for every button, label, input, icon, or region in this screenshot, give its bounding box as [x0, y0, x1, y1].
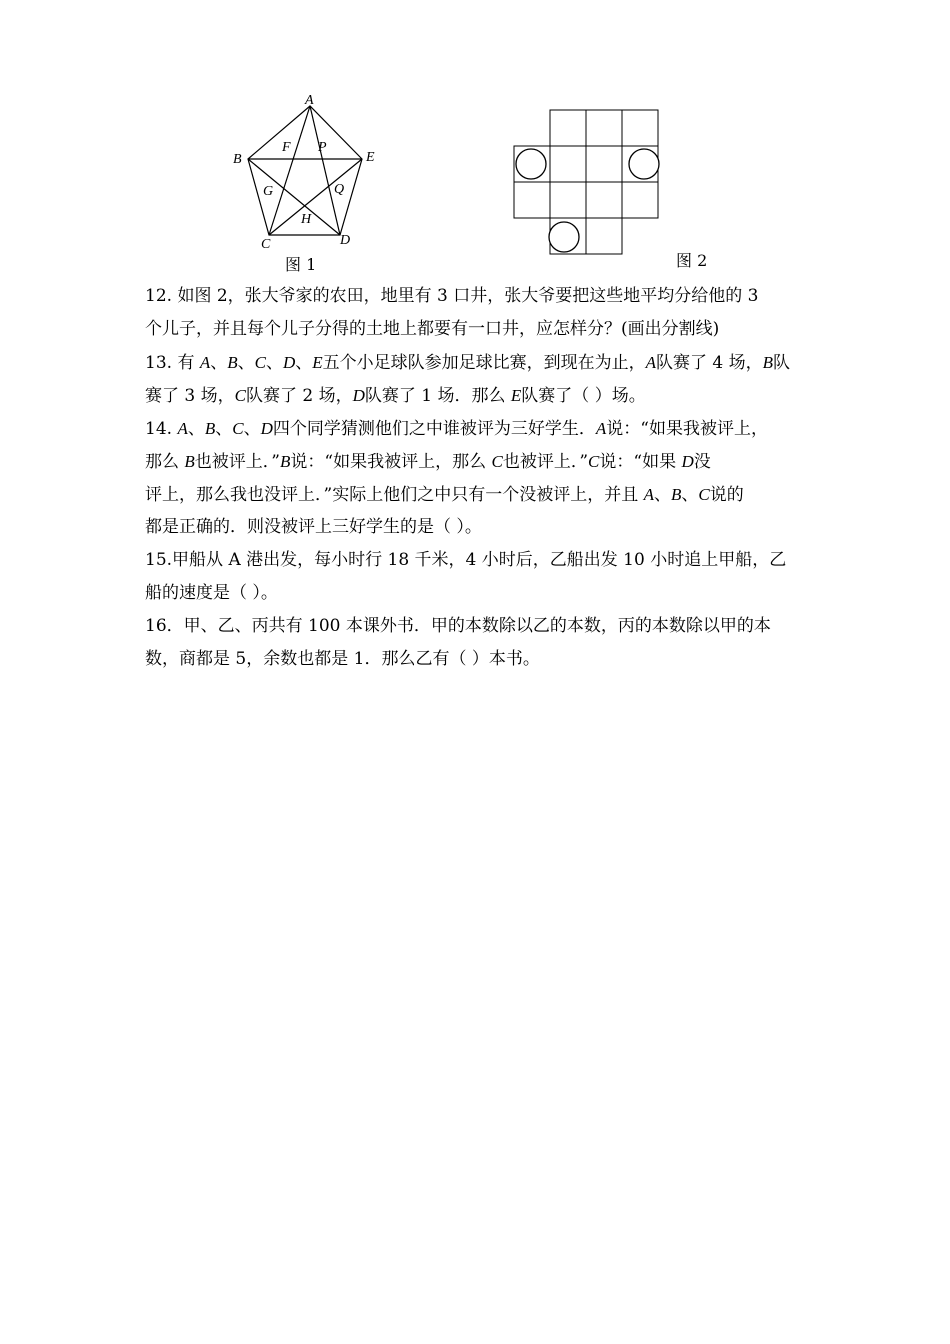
- text-run: 16．甲、乙、丙共有 100 本课外书．甲的本数除以乙的本数，丙的本数除以甲的本: [145, 616, 771, 636]
- text-run: 、: [653, 485, 671, 505]
- text-run: 说：“如果我被评上，: [606, 419, 768, 439]
- variable-letter: C: [588, 452, 600, 471]
- question-q12: [145, 280, 815, 346]
- label-p: P: [318, 140, 327, 155]
- question-line: [145, 280, 815, 313]
- question-q16: [145, 610, 815, 676]
- text-run: 、: [243, 419, 261, 439]
- text-run: 队赛了（ ）场。: [521, 386, 646, 406]
- label-e: E: [366, 150, 375, 165]
- label-b: B: [233, 152, 242, 167]
- variable-letter: B: [184, 452, 195, 471]
- text-run: 五个小足球队参加足球比赛，到现在为止，: [322, 353, 646, 373]
- question-line: [145, 511, 815, 544]
- grid-cell: [550, 182, 586, 218]
- diagonal-ad: [310, 106, 340, 235]
- variable-letter: D: [282, 353, 296, 372]
- variable-letter: C: [234, 386, 246, 405]
- text-run: 队赛了 1 场．那么: [364, 386, 511, 406]
- question-q13: [145, 346, 815, 412]
- text-run: 数，商都是 5，余数也都是 1．那么乙有（ ）本书。: [145, 649, 540, 669]
- question-line: [145, 445, 815, 478]
- label-d: D: [340, 233, 351, 248]
- text-run: 12. 如图 2，张大爷家的农田，地里有 3 口井，张大爷要把这些地平均分给他的 3: [145, 286, 759, 306]
- text-run: 、: [210, 353, 228, 373]
- text-run: 说的: [709, 485, 744, 505]
- label-h: H: [301, 212, 312, 227]
- question-q15: [145, 544, 815, 610]
- well-circle-right: [629, 149, 659, 179]
- variable-letter: B: [762, 353, 774, 372]
- well-circle-left: [516, 149, 546, 179]
- diagonal-bd: [248, 159, 340, 235]
- text-run: 14.: [145, 419, 178, 439]
- variable-letter: A: [177, 419, 188, 438]
- variable-letter: B: [670, 485, 682, 504]
- text-run: 说：“如果: [599, 452, 682, 472]
- question-line: [145, 379, 815, 412]
- variable-letter: C: [254, 353, 266, 372]
- text-run: 、: [265, 353, 283, 373]
- variable-letter: A: [199, 353, 211, 372]
- text-run: 13. 有: [145, 353, 200, 373]
- label-g: G: [263, 184, 274, 199]
- questions-block: [145, 280, 815, 676]
- label-a: A: [305, 93, 314, 108]
- question-line: [145, 643, 815, 676]
- grid-cell: [550, 110, 586, 146]
- grid-cell: [622, 182, 658, 218]
- grid-cell: [514, 182, 550, 218]
- diagonal-ec: [269, 159, 362, 235]
- variable-letter: E: [510, 386, 522, 405]
- grid-cell: [586, 146, 622, 182]
- text-run: 15.甲船从 A 港出发，每小时行 18 千米，4 小时后，乙船出发 10 小时追上甲船，乙: [145, 550, 787, 570]
- well-circle-bottom: [549, 222, 579, 252]
- question-line: [145, 610, 815, 643]
- grid-cell: [622, 110, 658, 146]
- variable-letter: C: [491, 452, 503, 471]
- figure-1-pentagon-star: [225, 93, 390, 273]
- label-q: Q: [334, 182, 345, 197]
- text-run: 都是正确的．则没被评上三好学生的是（ ）。: [145, 517, 482, 537]
- variable-letter: D: [681, 452, 694, 471]
- text-run: 队赛了 2 场，: [245, 386, 353, 406]
- text-run: 没: [693, 452, 711, 472]
- variable-letter: B: [204, 419, 216, 438]
- question-line: [145, 346, 815, 379]
- text-run: 、: [237, 353, 255, 373]
- grid-cell: [550, 146, 586, 182]
- text-run: 个儿子，并且每个儿子分得的土地上都要有一口井，应怎样分？(画出分割线): [145, 319, 720, 339]
- text-run: 、: [187, 419, 205, 439]
- variable-letter: B: [280, 452, 291, 471]
- text-run: 船的速度是（ ）。: [145, 583, 278, 603]
- question-line: [145, 544, 815, 577]
- text-run: 说：“如果我被评上，那么: [290, 452, 492, 472]
- text-run: 队: [773, 353, 791, 373]
- text-run: 、: [681, 485, 699, 505]
- question-line: [145, 577, 815, 610]
- label-f: F: [282, 140, 291, 155]
- text-run: 评上，那么我也没评上．”实际上他们之中只有一个没被评上，并且: [145, 485, 644, 505]
- text-run: 也被评上．”: [502, 452, 589, 472]
- label-c: C: [261, 237, 271, 252]
- figure-2-caption: 图 2: [676, 251, 708, 270]
- grid-cell: [586, 218, 622, 254]
- variable-letter: A: [643, 485, 654, 504]
- variable-letter: C: [232, 419, 244, 438]
- variable-letter: B: [227, 353, 238, 372]
- text-run: 队赛了 4 场，: [656, 353, 763, 373]
- variable-letter: A: [595, 419, 607, 438]
- grid-cell: [586, 182, 622, 218]
- question-line: [145, 412, 815, 445]
- text-run: 、: [215, 419, 233, 439]
- text-run: 赛了 3 场，: [145, 386, 235, 406]
- grid-cell: [586, 110, 622, 146]
- text-run: 四个同学猜测他们之中谁被评为三好学生．: [272, 419, 596, 439]
- text-run: 那么: [145, 452, 185, 472]
- question-line: [145, 478, 815, 511]
- question-line: [145, 313, 815, 346]
- variable-letter: D: [260, 419, 273, 438]
- variable-letter: A: [645, 353, 657, 372]
- variable-letter: E: [312, 353, 323, 372]
- variable-letter: C: [698, 485, 710, 504]
- text-run: 也被评上．”: [194, 452, 280, 472]
- figure-1-caption: 图 1: [285, 255, 317, 274]
- variable-letter: D: [352, 386, 365, 405]
- text-run: 、: [295, 353, 313, 373]
- question-q14: [145, 412, 815, 544]
